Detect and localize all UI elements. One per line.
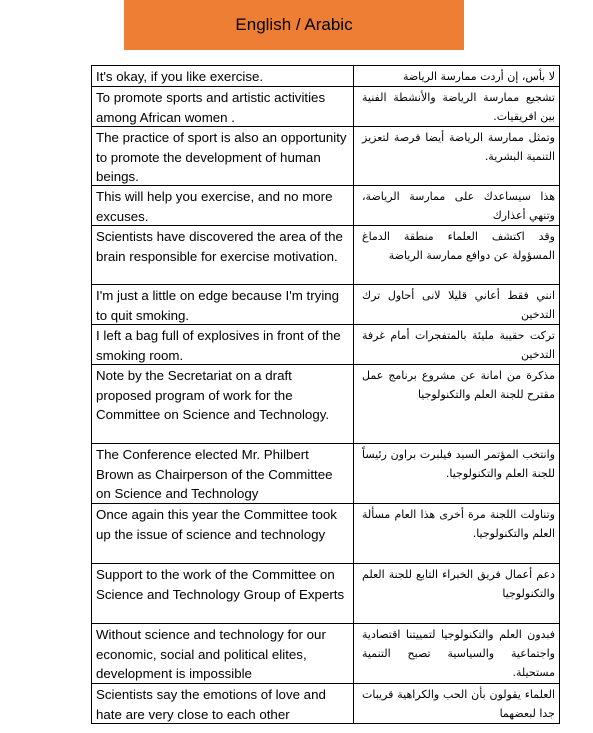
arabic-cell: فبدون العلم والتكنولوجيا لتمييتنا اقتصادية واجتماعية والسياسية تصبح التنمية مستحيلة. <box>362 628 555 679</box>
arabic-cell: مذكرة من امانة عن مشروع برنامج عمل مقترح للجنة العلم والتكنولوجيا <box>362 369 555 401</box>
arabic-cell: تركت حقيبة مليئة بالمتفجرات أمام غرفة التدخين <box>362 329 555 361</box>
arabic-cell: وانتخب المؤتمر السيد فيلبرت براون رئيساً للجنة العلم والتكنولوجيا. <box>362 448 555 480</box>
title-banner <box>124 0 464 50</box>
table-row <box>92 443 559 503</box>
english-cell: Without science and technology for our economic, social and political elites, development is impossible <box>92 624 354 683</box>
english-cell: This will help you exercise, and no more excuses. <box>92 186 354 225</box>
english-cell: I left a bag full of explosives in front of the smoking room. <box>92 325 354 364</box>
english-cell: Scientists have discovered the area of the brain responsible for exercise motivation. <box>92 226 354 284</box>
arabic-cell: تشجيع ممارسة الرياضة والأنشطة الفنية بين افريقيات. <box>362 91 555 123</box>
arabic-cell: العلماء يقولون بأن الحب والكراهية قريبات جدا لبعضهما <box>362 688 555 720</box>
table-row <box>92 66 559 86</box>
english-cell: It's okay, if you like exercise. <box>92 66 354 86</box>
arabic-cell: هذا سيساعدك على ممارسة الرياضة، وتنهي أعذارك <box>362 190 555 222</box>
table-row <box>92 284 559 324</box>
english-cell: Support to the work of the Committee on Science and Technology Group of Experts <box>92 564 354 623</box>
table-row <box>92 126 559 185</box>
table-row <box>92 324 559 364</box>
table-row <box>92 225 559 284</box>
table-row <box>92 185 559 225</box>
table-row <box>92 623 559 683</box>
arabic-cell: لا بأس، إن أردت ممارسة الرياضة <box>402 70 555 83</box>
table-row <box>92 364 559 443</box>
table-row <box>92 503 559 563</box>
arabic-cell: دعم أعمال فريق الخبراء التابع للجنة العلم والتكنولوجيا <box>362 568 555 600</box>
english-cell: To promote sports and artistic activities among African women . <box>92 87 354 126</box>
translation-table <box>91 65 560 724</box>
table-row <box>92 563 559 623</box>
english-cell: Note by the Secretariat on a draft proposed program of work for the Committee on Science and Technology. <box>92 365 354 443</box>
table-row <box>92 683 559 723</box>
english-cell: The practice of sport is also an opportunity to promote the development of human beings. <box>92 127 354 185</box>
arabic-cell: وتناولت اللجنة مرة أخرى هذا العام مسألة العلم والتكنولوجيا. <box>362 508 555 540</box>
page-title: English / Arabic <box>235 15 353 34</box>
english-cell: I'm just a little on edge because I'm trying to quit smoking. <box>92 285 354 324</box>
arabic-cell: وقد اكتشف العلماء منطقة الدماغ المسؤولة عن دوافع ممارسة الرياضة <box>362 230 555 262</box>
english-cell: Once again this year the Committee took up the issue of science and technology <box>92 504 354 563</box>
arabic-cell: وتمثل ممارسة الرياضة أيضا فرصة لتعزيز التنمية البشرية. <box>362 131 555 163</box>
arabic-cell: انني فقط أعاني قليلا لانى أحاول ترك التدخين <box>362 289 555 321</box>
english-cell: Scientists say the emotions of love and hate are very close to each other <box>92 684 354 723</box>
english-cell: The Conference elected Mr. Philbert Brown as Chairperson of the Committee on Science and Technology <box>92 444 354 503</box>
table-row <box>92 86 559 126</box>
